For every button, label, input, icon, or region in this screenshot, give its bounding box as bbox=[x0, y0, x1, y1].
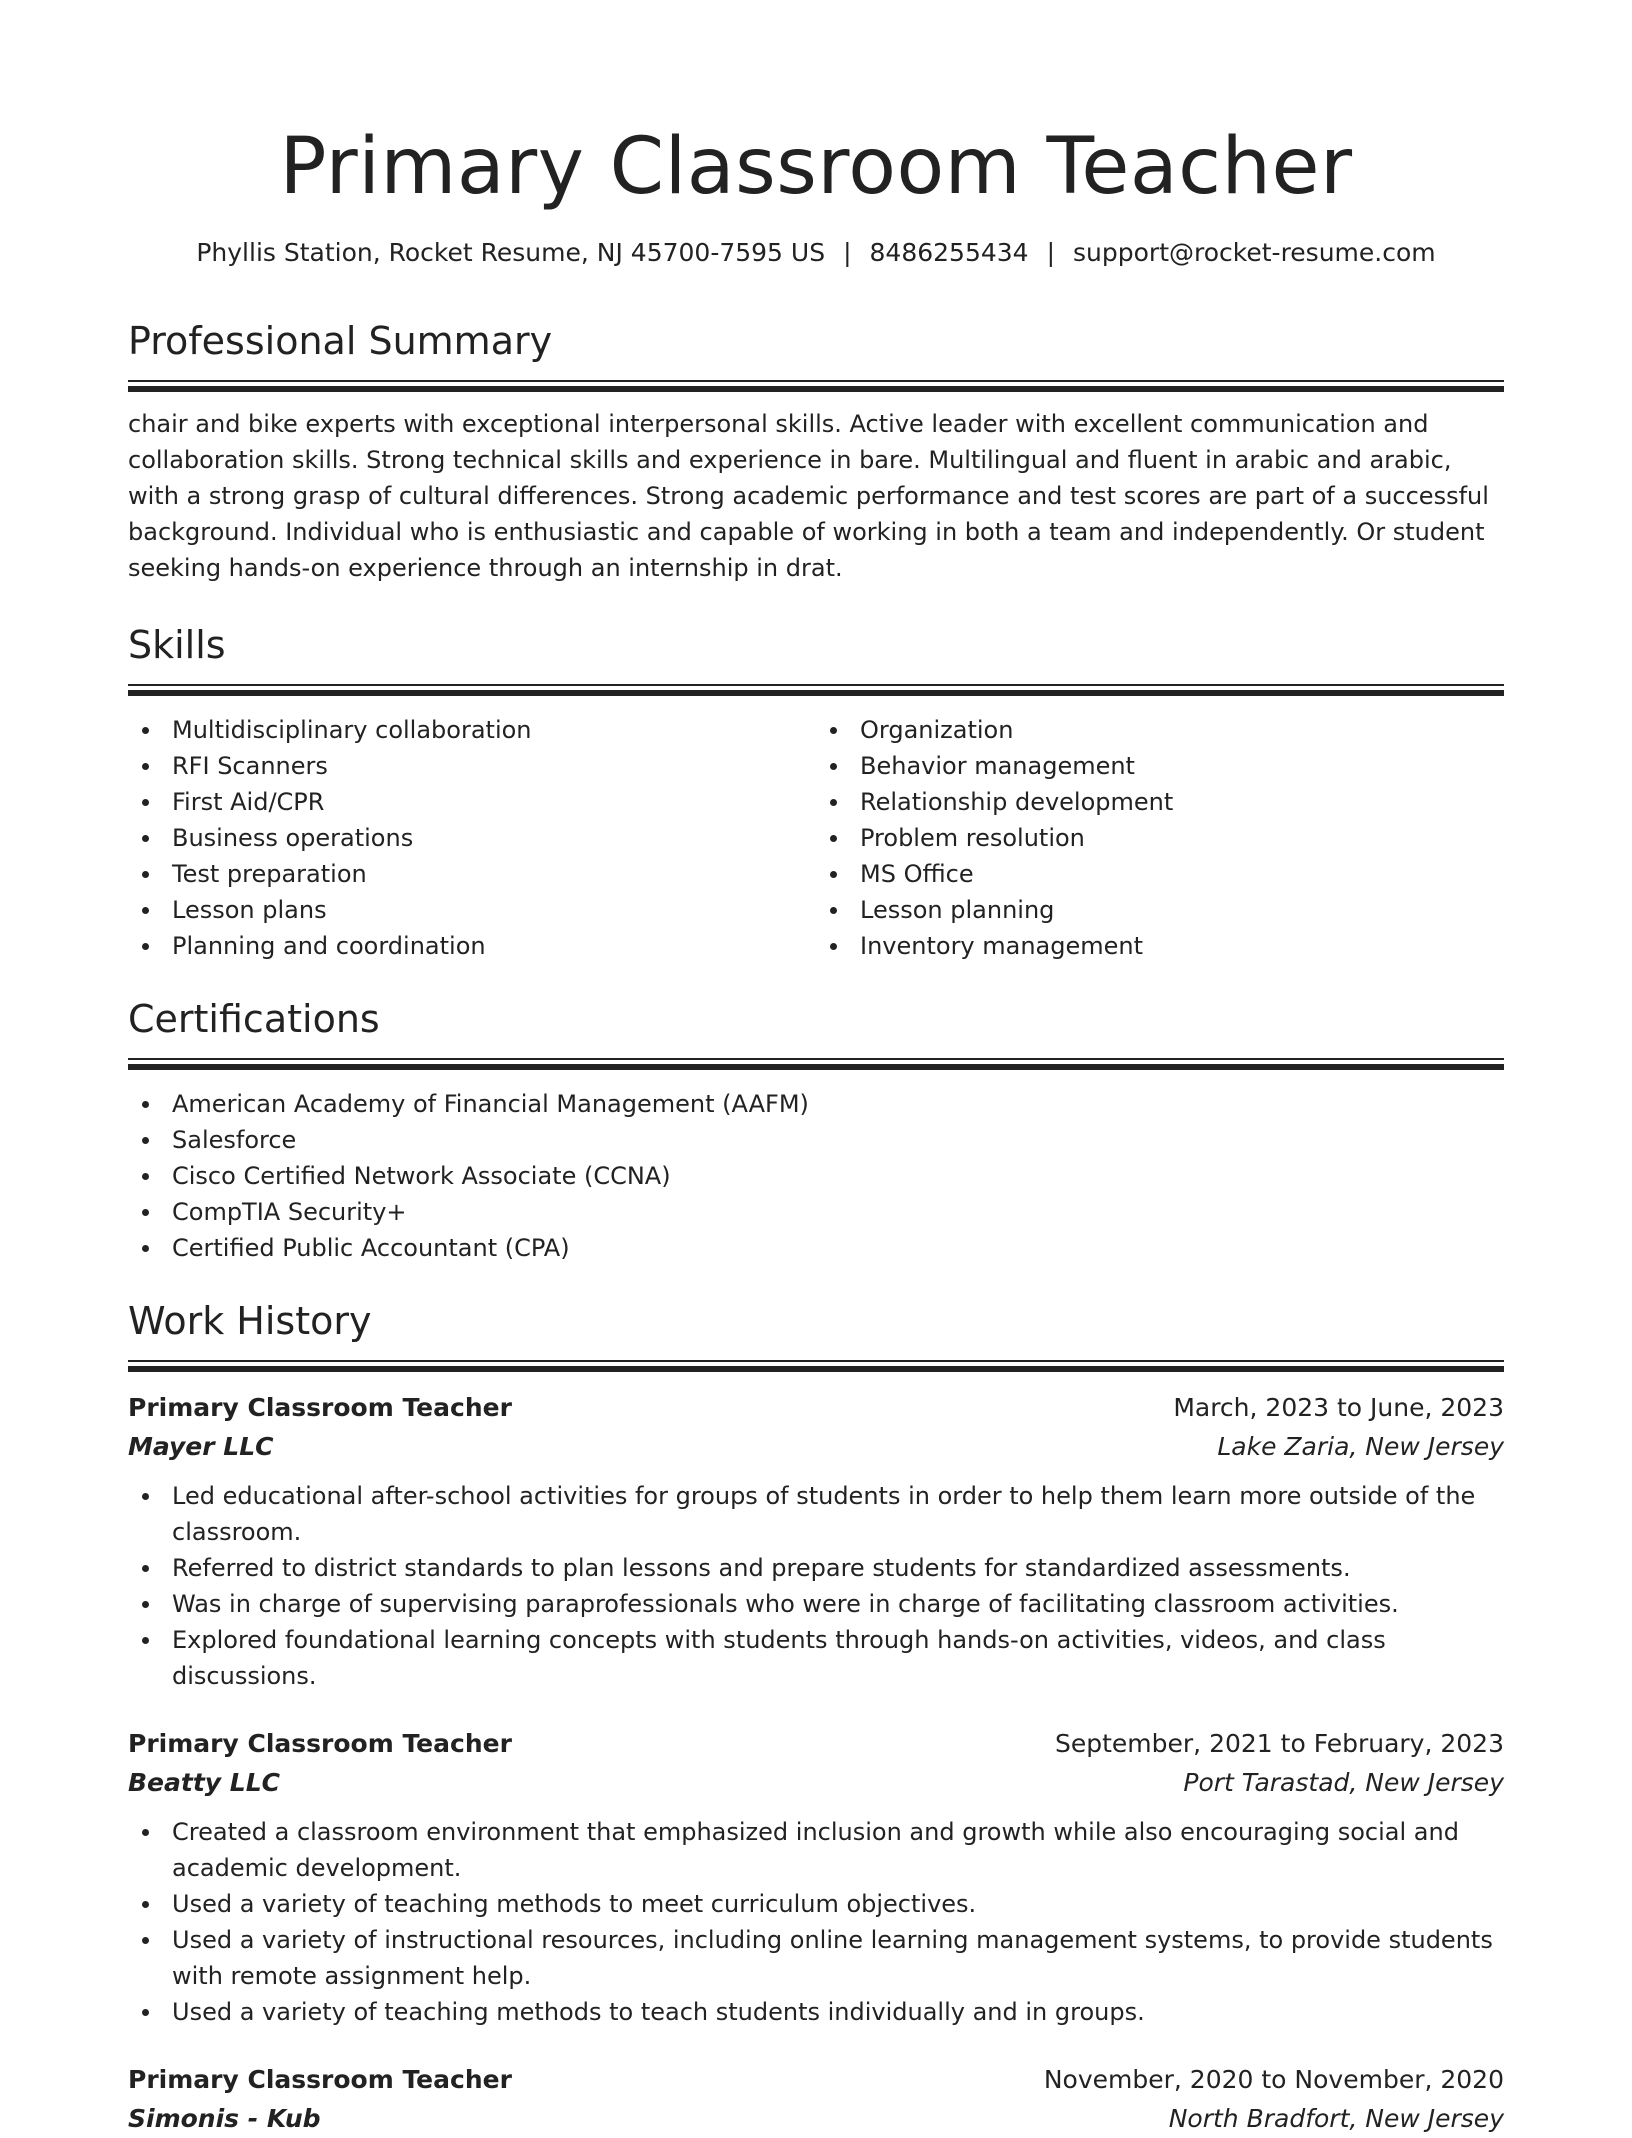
skills-heading: Skills bbox=[128, 623, 226, 667]
job-bullets bbox=[128, 1814, 1504, 2030]
job-company-row bbox=[128, 1428, 1504, 1466]
job-entry bbox=[128, 2060, 1504, 2138]
certifications-list bbox=[128, 1086, 1504, 1266]
job-dates: March, 2023 to June, 2023 bbox=[1173, 1393, 1504, 1422]
skills-section bbox=[128, 622, 1504, 964]
summary-text: chair and bike experts with exceptional interpersonal skills. Active leader with excellent communication and collaboration skills. Strong technical skills and experience in bare. Multilingual and fluent in arabic and arabic, with a strong grasp of cultural differences. Strong academic performance and test scores are part of a successful background. Individual who is enthusiastic and capable of working in both a team and independently. Or student seeking hands-on experience through an internship in drat. bbox=[128, 410, 1489, 582]
job-title: Primary Classroom Teacher bbox=[128, 1729, 512, 1758]
section-divider bbox=[128, 1058, 1504, 1070]
contact-separator: | bbox=[1046, 238, 1056, 267]
skill-item: First Aid/CPR bbox=[128, 784, 816, 820]
job-bullet: Was in charge of supervising paraprofessionals who were in charge of facilitating classroom activities. bbox=[128, 1586, 1504, 1622]
section-divider bbox=[128, 684, 1504, 696]
skills-left-list bbox=[128, 712, 816, 964]
certifications-heading: Certifications bbox=[128, 997, 380, 1041]
job-bullet: Used a variety of teaching methods to teach students individually and in groups. bbox=[128, 1994, 1504, 2030]
contact-line bbox=[128, 236, 1504, 270]
skill-item: Relationship development bbox=[816, 784, 1504, 820]
certification-item: Cisco Certified Network Associate (CCNA) bbox=[128, 1158, 1504, 1194]
skill-item: RFI Scanners bbox=[128, 748, 816, 784]
summary-section bbox=[128, 318, 1504, 586]
job-bullet: Used a variety of teaching methods to meet curriculum objectives. bbox=[128, 1886, 1504, 1922]
certification-item: American Academy of Financial Management (AAFM) bbox=[128, 1086, 1504, 1122]
job-title: Primary Classroom Teacher bbox=[128, 1393, 512, 1422]
skill-item: Behavior management bbox=[816, 748, 1504, 784]
skill-item: Business operations bbox=[128, 820, 816, 856]
resume-name: Primary Classroom Teacher bbox=[279, 122, 1353, 212]
contact-address: Phyllis Station, Rocket Resume, NJ 45700-7595 US bbox=[196, 238, 826, 267]
job-bullets bbox=[128, 1478, 1504, 1694]
job-bullet: Referred to district standards to plan lessons and prepare students for standardized assessments. bbox=[128, 1550, 1504, 1586]
skill-item: Problem resolution bbox=[816, 820, 1504, 856]
skill-item: Organization bbox=[816, 712, 1504, 748]
work-history-section bbox=[128, 1298, 1504, 2138]
job-bullet: Created a classroom environment that emphasized inclusion and growth while also encouraging social and academic development. bbox=[128, 1814, 1504, 1886]
skills-columns bbox=[128, 712, 1504, 964]
job-location: Port Tarastad, New Jersey bbox=[1183, 1768, 1504, 1797]
job-dates: November, 2020 to November, 2020 bbox=[1043, 2065, 1504, 2094]
certification-item: Certified Public Accountant (CPA) bbox=[128, 1230, 1504, 1266]
certifications-section bbox=[128, 996, 1504, 1266]
job-header-row bbox=[128, 1724, 1504, 1764]
job-location: Lake Zaria, New Jersey bbox=[1217, 1432, 1504, 1461]
contact-separator: | bbox=[843, 238, 852, 267]
skill-item: Multidisciplinary collaboration bbox=[128, 712, 816, 748]
job-entry bbox=[128, 1724, 1504, 2030]
job-header-row bbox=[128, 1388, 1504, 1428]
work-history-heading: Work History bbox=[128, 1299, 372, 1343]
contact-email[interactable]: support@rocket-resume.com bbox=[1073, 238, 1436, 267]
skill-item: Test preparation bbox=[128, 856, 816, 892]
job-entry bbox=[128, 1388, 1504, 1694]
job-bullet: Used a variety of instructional resources, including online learning management systems, to provide students with remote assignment help. bbox=[128, 1922, 1504, 1994]
job-company-row bbox=[128, 2100, 1504, 2138]
job-company: Simonis - Kub bbox=[128, 2104, 321, 2133]
job-location: North Bradfort, New Jersey bbox=[1168, 2104, 1504, 2133]
summary-heading: Professional Summary bbox=[128, 319, 553, 363]
skill-item: MS Office bbox=[816, 856, 1504, 892]
section-divider bbox=[128, 1360, 1504, 1372]
job-company-row bbox=[128, 1764, 1504, 1802]
job-bullet: Led educational after-school activities for groups of students in order to help them learn more outside of the classroom. bbox=[128, 1478, 1504, 1550]
skills-right-list bbox=[816, 712, 1504, 964]
certification-item: Salesforce bbox=[128, 1122, 1504, 1158]
contact-phone: 8486255434 bbox=[869, 238, 1029, 267]
skill-item: Lesson plans bbox=[128, 892, 816, 928]
job-dates: September, 2021 to February, 2023 bbox=[1055, 1729, 1504, 1758]
job-title: Primary Classroom Teacher bbox=[128, 2065, 512, 2094]
section-divider bbox=[128, 380, 1504, 392]
job-company: Mayer LLC bbox=[128, 1432, 274, 1461]
skill-item: Planning and coordination bbox=[128, 928, 816, 964]
skill-item: Inventory management bbox=[816, 928, 1504, 964]
certification-item: CompTIA Security+ bbox=[128, 1194, 1504, 1230]
job-company: Beatty LLC bbox=[128, 1768, 280, 1797]
job-bullet: Explored foundational learning concepts with students through hands-on activities, videos, and class discussions. bbox=[128, 1622, 1504, 1694]
job-header-row bbox=[128, 2060, 1504, 2100]
skill-item: Lesson planning bbox=[816, 892, 1504, 928]
